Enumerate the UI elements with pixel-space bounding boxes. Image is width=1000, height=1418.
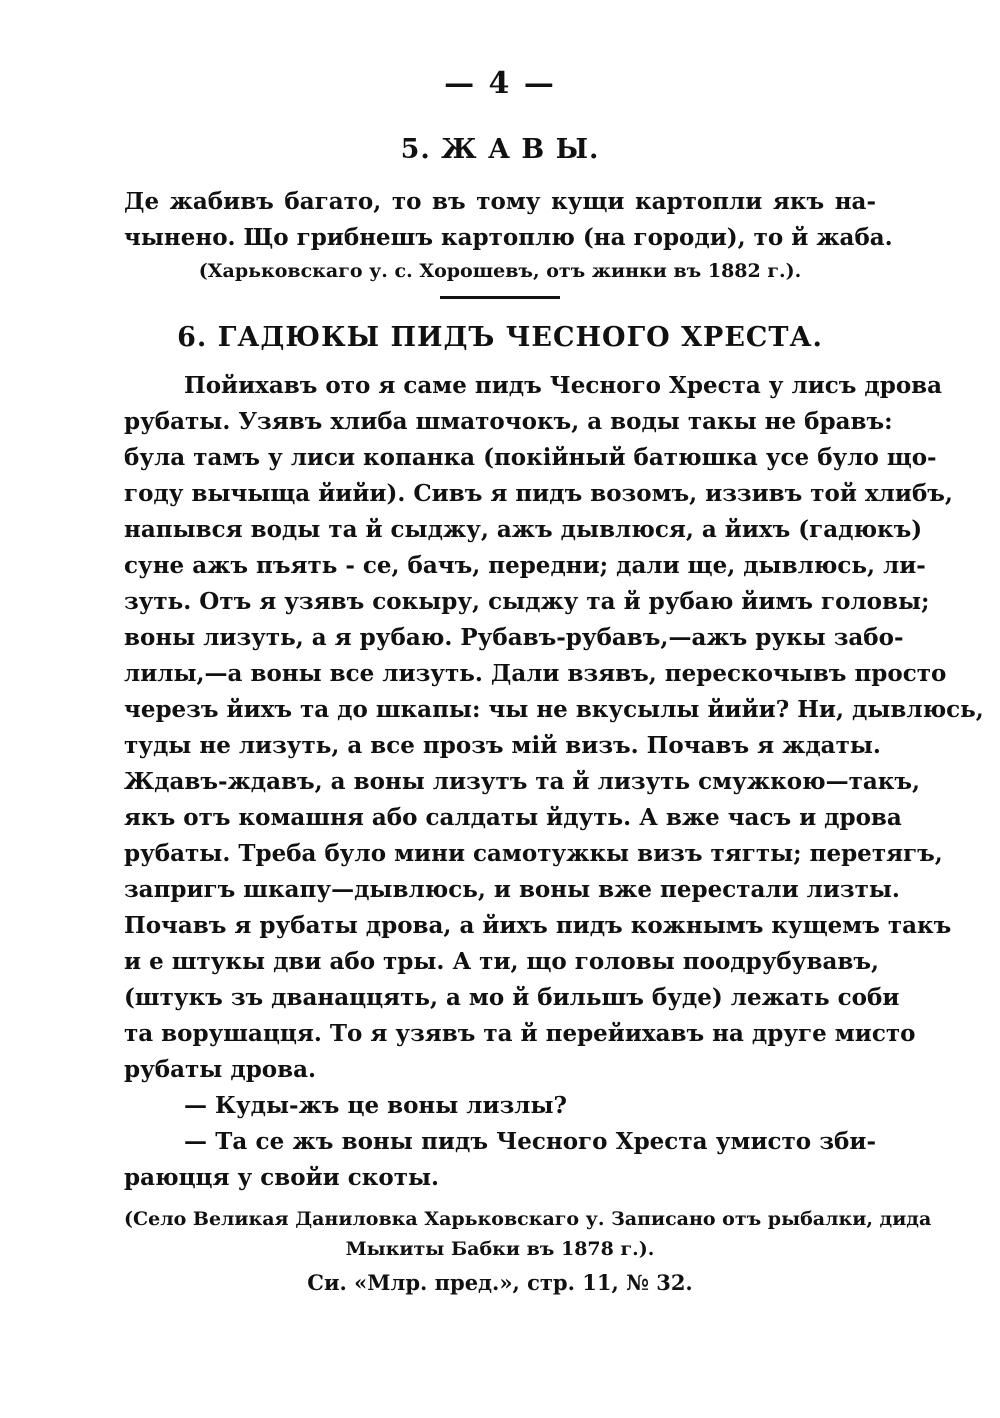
- section-6-line: суне ажъ пъять - се, бачъ, передни; дали ще, дывлюсь, ли-: [124, 552, 926, 579]
- section-6-line: була тамъ у лиси копанка (покійный батюшка усе було що-: [124, 444, 937, 471]
- section-6-line: Ждавъ-ждавъ, а воны лизутъ та й лизуть смужкою—такъ,: [124, 768, 921, 795]
- dialogue-line: раюцця у свойи скоты.: [124, 1164, 440, 1191]
- section-5-line: Де жабивъ багато, то въ тому кущи картопли якъ на-: [124, 188, 876, 215]
- section-6-line: черезъ йихъ та до шкапы: чы не вкусылы йийи? Ни, дывлюсь,: [124, 696, 984, 723]
- section-6-line: якъ отъ комашня або салдаты йдуть. А вже часъ и дрова: [124, 804, 902, 831]
- section-5-title: 5. Ж А В Ы.: [400, 134, 600, 165]
- section-5-line: чынено. Що грибнешъ картоплю (на городи), то й жаба.: [124, 224, 893, 251]
- section-6-line: лилы,—а воны все лизуть. Дали взявъ, перескочывъ просто: [124, 660, 947, 687]
- section-6-line: рубаты. Узявъ хлиба шматочокъ, а воды такы не бравъ:: [124, 408, 893, 435]
- section-5-source: (Харьковскаго у. с. Хорошевъ, отъ жинки въ 1882 г.).: [198, 260, 802, 282]
- section-6-line: (штукъ зъ дванаццять, а мо й бильшъ буде) лежать соби: [124, 984, 900, 1011]
- dialogue-line: — Куды-жъ це воны лизлы?: [184, 1092, 568, 1119]
- section-6-line: воны лизуть, а я рубаю. Рубавъ-рубавъ,—ажъ рукы забо-: [124, 624, 904, 651]
- page-number: — 4 —: [444, 66, 556, 101]
- section-6-line: Пойихавъ ото я саме пидъ Чесного Хреста у лисъ дрова: [184, 372, 943, 399]
- section-6-title: 6. ГАДЮКЫ ПИДЪ ЧЕСНОГО ХРЕСТА.: [177, 322, 823, 353]
- section-6-line: напывся воды та й сыджу, ажъ дывлюся, а йихъ (гадюкъ): [124, 516, 923, 543]
- section-6-line: рубаты. Треба було мини самотужкы визъ тягты; перетягъ,: [124, 840, 943, 867]
- section-divider: [440, 296, 560, 299]
- section-6-line: зуть. Отъ я узявъ сокыру, сыджу та й рубаю йимъ головы;: [124, 588, 930, 615]
- section-6-line: рубаты дрова.: [124, 1056, 317, 1083]
- section-6-line: и е штукы дви або тры. А ти, що головы поодрубувавъ,: [124, 948, 880, 975]
- section-6-line: Почавъ я рубаты дрова, а йихъ пидъ кожнымъ кущемъ такъ: [124, 912, 952, 939]
- section-6-line: та ворушацця. То я узявъ та й перейихавъ на друге мисто: [124, 1020, 916, 1047]
- section-6-source: (Село Великая Даниловка Харьковскаго у. Записано отъ рыбалки, дида: [124, 1208, 932, 1230]
- section-6-source: Мыкиты Бабки въ 1878 г.).: [345, 1238, 655, 1260]
- section-6-line: году вычыща йийи). Сивъ я пидъ возомъ, иззивъ той хлибъ,: [124, 480, 953, 507]
- section-6-reference: Си. «Млр. пред.», стр. 11, № 32.: [307, 1270, 693, 1295]
- dialogue-line: — Та се жъ воны пидъ Чесного Хреста умисто зби-: [184, 1128, 876, 1155]
- section-6-line: запригъ шкапу—дывлюсь, и воны вже перестали лизты.: [124, 876, 900, 903]
- section-6-line: туды не лизуть, а все прозъ мій визъ. Почавъ я ждаты.: [124, 732, 881, 759]
